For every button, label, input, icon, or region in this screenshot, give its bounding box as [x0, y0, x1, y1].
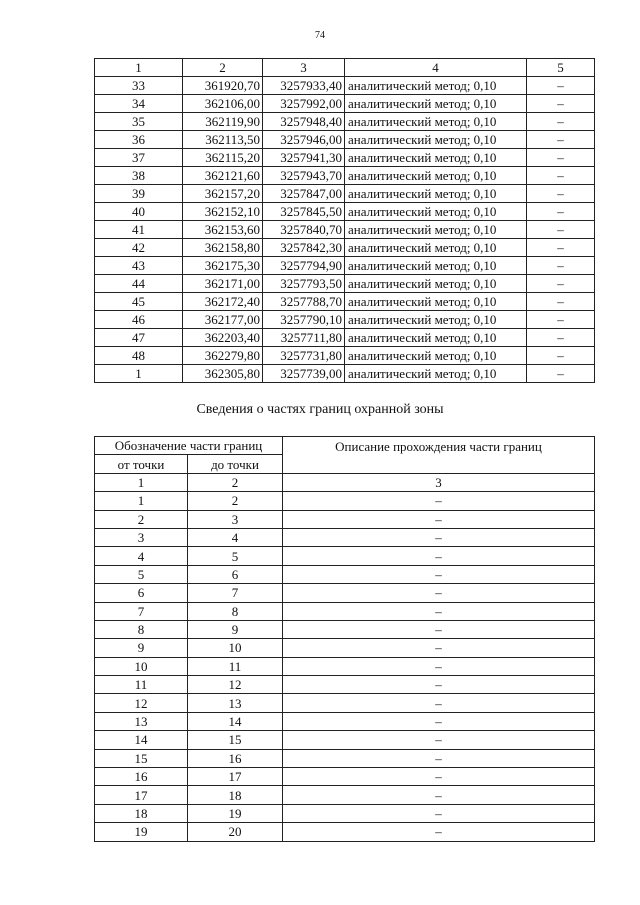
notes-cell: –	[527, 275, 595, 293]
method-accuracy-cell: аналитический метод; 0,10	[345, 329, 527, 347]
description-cell: –	[283, 620, 595, 638]
coordinates-table-header-row	[95, 59, 595, 77]
from-point-cell: 4	[95, 547, 188, 565]
description-cell: –	[283, 547, 595, 565]
table-row	[95, 167, 595, 185]
table-row	[95, 510, 595, 528]
x-coordinate-cell: 362172,40	[183, 293, 263, 311]
to-point-cell: 14	[188, 712, 283, 730]
to-point-cell: 18	[188, 786, 283, 804]
table-row	[95, 149, 595, 167]
notes-cell: –	[527, 221, 595, 239]
to-point-cell: 4	[188, 528, 283, 546]
y-coordinate-cell: 3257794,90	[263, 257, 345, 275]
from-point-header: от точки	[95, 455, 188, 473]
column-number-3: 3	[283, 473, 595, 491]
column-number-2: 2	[183, 59, 263, 77]
description-cell: –	[283, 823, 595, 841]
coordinates-table-body	[95, 77, 595, 383]
page-number: 74	[315, 30, 325, 41]
from-point-cell: 16	[95, 768, 188, 786]
from-point-cell: 7	[95, 602, 188, 620]
table-row	[95, 676, 595, 694]
table-row	[95, 620, 595, 638]
description-cell: –	[283, 731, 595, 749]
x-coordinate-cell: 362153,60	[183, 221, 263, 239]
method-accuracy-cell: аналитический метод; 0,10	[345, 131, 527, 149]
method-accuracy-cell: аналитический метод; 0,10	[345, 149, 527, 167]
y-coordinate-cell: 3257793,50	[263, 275, 345, 293]
to-point-cell: 19	[188, 804, 283, 822]
point-number-cell: 47	[95, 329, 183, 347]
table-row	[95, 584, 595, 602]
parts-table-header-row	[95, 437, 595, 455]
to-point-cell: 17	[188, 768, 283, 786]
from-point-cell: 1	[95, 492, 188, 510]
y-coordinate-cell: 3257847,00	[263, 185, 345, 203]
notes-cell: –	[527, 77, 595, 95]
x-coordinate-cell: 362305,80	[183, 365, 263, 383]
notes-cell: –	[527, 365, 595, 383]
method-accuracy-cell: аналитический метод; 0,10	[345, 239, 527, 257]
column-number-1: 1	[95, 59, 183, 77]
table-row	[95, 95, 595, 113]
to-point-cell: 20	[188, 823, 283, 841]
y-coordinate-cell: 3257992,00	[263, 95, 345, 113]
description-cell: –	[283, 528, 595, 546]
table-row	[95, 786, 595, 804]
x-coordinate-cell: 362175,30	[183, 257, 263, 275]
section-title: Сведения о частях границ охранной зоны	[196, 402, 444, 417]
x-coordinate-cell: 362121,60	[183, 167, 263, 185]
table-row	[95, 293, 595, 311]
column-number-1: 1	[95, 473, 188, 491]
description-cell: –	[283, 639, 595, 657]
notes-cell: –	[527, 311, 595, 329]
to-point-cell: 11	[188, 657, 283, 675]
to-point-cell: 13	[188, 694, 283, 712]
table-row	[95, 365, 595, 383]
table-row	[95, 823, 595, 841]
table-row	[95, 113, 595, 131]
notes-cell: –	[527, 347, 595, 365]
table-row	[95, 311, 595, 329]
method-accuracy-cell: аналитический метод; 0,10	[345, 275, 527, 293]
boundary-parts-table	[94, 436, 595, 842]
y-coordinate-cell: 3257943,70	[263, 167, 345, 185]
notes-cell: –	[527, 239, 595, 257]
point-number-cell: 46	[95, 311, 183, 329]
from-point-cell: 15	[95, 749, 188, 767]
table-row	[95, 257, 595, 275]
point-number-cell: 48	[95, 347, 183, 365]
method-accuracy-cell: аналитический метод; 0,10	[345, 347, 527, 365]
notes-cell: –	[527, 95, 595, 113]
table-row	[95, 565, 595, 583]
from-point-cell: 9	[95, 639, 188, 657]
x-coordinate-cell: 362152,10	[183, 203, 263, 221]
x-coordinate-cell: 362171,00	[183, 275, 263, 293]
y-coordinate-cell: 3257711,80	[263, 329, 345, 347]
from-point-cell: 14	[95, 731, 188, 749]
method-accuracy-cell: аналитический метод; 0,10	[345, 221, 527, 239]
method-accuracy-cell: аналитический метод; 0,10	[345, 95, 527, 113]
x-coordinate-cell: 362158,80	[183, 239, 263, 257]
y-coordinate-cell: 3257842,30	[263, 239, 345, 257]
to-point-cell: 7	[188, 584, 283, 602]
to-point-cell: 16	[188, 749, 283, 767]
table-row	[95, 657, 595, 675]
to-point-cell: 15	[188, 731, 283, 749]
table-row	[95, 185, 595, 203]
boundary-part-description-header: Описание прохождения части границ	[283, 437, 595, 474]
description-cell: –	[283, 492, 595, 510]
table-row	[95, 602, 595, 620]
from-point-cell: 8	[95, 620, 188, 638]
x-coordinate-cell: 362279,80	[183, 347, 263, 365]
from-point-cell: 5	[95, 565, 188, 583]
point-number-cell: 35	[95, 113, 183, 131]
point-number-cell: 41	[95, 221, 183, 239]
from-point-cell: 11	[95, 676, 188, 694]
y-coordinate-cell: 3257790,10	[263, 311, 345, 329]
to-point-cell: 2	[188, 492, 283, 510]
y-coordinate-cell: 3257941,30	[263, 149, 345, 167]
x-coordinate-cell: 361920,70	[183, 77, 263, 95]
from-point-cell: 3	[95, 528, 188, 546]
method-accuracy-cell: аналитический метод; 0,10	[345, 365, 527, 383]
method-accuracy-cell: аналитический метод; 0,10	[345, 77, 527, 95]
point-number-cell: 44	[95, 275, 183, 293]
x-coordinate-cell: 362119,90	[183, 113, 263, 131]
point-number-cell: 36	[95, 131, 183, 149]
description-cell: –	[283, 565, 595, 583]
y-coordinate-cell: 3257933,40	[263, 77, 345, 95]
x-coordinate-cell: 362115,20	[183, 149, 263, 167]
to-point-cell: 3	[188, 510, 283, 528]
from-point-cell: 19	[95, 823, 188, 841]
point-number-cell: 37	[95, 149, 183, 167]
notes-cell: –	[527, 149, 595, 167]
point-number-cell: 40	[95, 203, 183, 221]
description-cell: –	[283, 657, 595, 675]
description-cell: –	[283, 510, 595, 528]
table-row	[95, 528, 595, 546]
table-row	[95, 547, 595, 565]
to-point-cell: 12	[188, 676, 283, 694]
y-coordinate-cell: 3257946,00	[263, 131, 345, 149]
notes-cell: –	[527, 329, 595, 347]
to-point-cell: 9	[188, 620, 283, 638]
from-point-cell: 2	[95, 510, 188, 528]
point-number-cell: 34	[95, 95, 183, 113]
table-row	[95, 239, 595, 257]
coordinates-table	[94, 58, 595, 383]
from-point-cell: 10	[95, 657, 188, 675]
description-cell: –	[283, 694, 595, 712]
to-point-cell: 6	[188, 565, 283, 583]
x-coordinate-cell: 362203,40	[183, 329, 263, 347]
y-coordinate-cell: 3257845,50	[263, 203, 345, 221]
from-point-cell: 6	[95, 584, 188, 602]
point-number-cell: 42	[95, 239, 183, 257]
notes-cell: –	[527, 113, 595, 131]
to-point-cell: 10	[188, 639, 283, 657]
table-row	[95, 329, 595, 347]
y-coordinate-cell: 3257840,70	[263, 221, 345, 239]
y-coordinate-cell: 3257948,40	[263, 113, 345, 131]
table-row	[95, 694, 595, 712]
point-number-cell: 39	[95, 185, 183, 203]
notes-cell: –	[527, 293, 595, 311]
description-cell: –	[283, 676, 595, 694]
x-coordinate-cell: 362106,00	[183, 95, 263, 113]
method-accuracy-cell: аналитический метод; 0,10	[345, 203, 527, 221]
parts-table-numbering-row	[95, 473, 595, 491]
y-coordinate-cell: 3257731,80	[263, 347, 345, 365]
x-coordinate-cell: 362177,00	[183, 311, 263, 329]
column-number-2: 2	[188, 473, 283, 491]
to-point-cell: 5	[188, 547, 283, 565]
to-point-cell: 8	[188, 602, 283, 620]
method-accuracy-cell: аналитический метод; 0,10	[345, 167, 527, 185]
y-coordinate-cell: 3257739,00	[263, 365, 345, 383]
point-number-cell: 1	[95, 365, 183, 383]
from-point-cell: 17	[95, 786, 188, 804]
method-accuracy-cell: аналитический метод; 0,10	[345, 293, 527, 311]
point-number-cell: 33	[95, 77, 183, 95]
description-cell: –	[283, 584, 595, 602]
notes-cell: –	[527, 203, 595, 221]
notes-cell: –	[527, 167, 595, 185]
point-number-cell: 38	[95, 167, 183, 185]
table-row	[95, 347, 595, 365]
description-cell: –	[283, 804, 595, 822]
notes-cell: –	[527, 131, 595, 149]
table-row	[95, 221, 595, 239]
table-row	[95, 203, 595, 221]
description-cell: –	[283, 602, 595, 620]
from-point-cell: 12	[95, 694, 188, 712]
method-accuracy-cell: аналитический метод; 0,10	[345, 257, 527, 275]
y-coordinate-cell: 3257788,70	[263, 293, 345, 311]
column-number-3: 3	[263, 59, 345, 77]
boundary-parts-table-body	[95, 492, 595, 841]
from-point-cell: 18	[95, 804, 188, 822]
x-coordinate-cell: 362113,50	[183, 131, 263, 149]
to-point-header: до точки	[188, 455, 283, 473]
point-number-cell: 45	[95, 293, 183, 311]
table-row	[95, 639, 595, 657]
notes-cell: –	[527, 185, 595, 203]
x-coordinate-cell: 362157,20	[183, 185, 263, 203]
description-cell: –	[283, 768, 595, 786]
table-row	[95, 275, 595, 293]
table-row	[95, 77, 595, 95]
from-point-cell: 13	[95, 712, 188, 730]
table-row	[95, 768, 595, 786]
boundary-part-designation-header: Обозначение части границ	[95, 437, 283, 455]
method-accuracy-cell: аналитический метод; 0,10	[345, 113, 527, 131]
table-row	[95, 492, 595, 510]
method-accuracy-cell: аналитический метод; 0,10	[345, 185, 527, 203]
description-cell: –	[283, 712, 595, 730]
point-number-cell: 43	[95, 257, 183, 275]
table-row	[95, 804, 595, 822]
column-number-5: 5	[527, 59, 595, 77]
description-cell: –	[283, 786, 595, 804]
description-cell: –	[283, 749, 595, 767]
table-row	[95, 131, 595, 149]
table-row	[95, 712, 595, 730]
column-number-4: 4	[345, 59, 527, 77]
table-row	[95, 749, 595, 767]
method-accuracy-cell: аналитический метод; 0,10	[345, 311, 527, 329]
notes-cell: –	[527, 257, 595, 275]
table-row	[95, 731, 595, 749]
